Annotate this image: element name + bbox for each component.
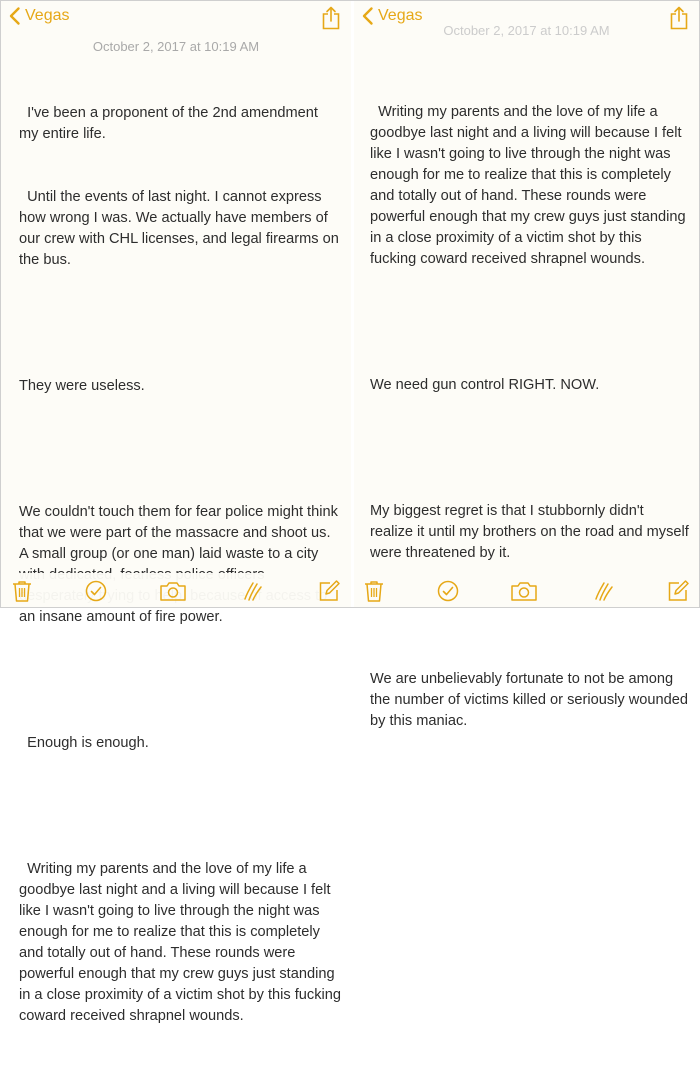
- camera-button[interactable]: [159, 579, 187, 603]
- note-paragraph: [370, 312, 689, 333]
- checklist-button[interactable]: [84, 579, 108, 603]
- bottom-toolbar: [1, 573, 351, 607]
- compose-icon: [666, 579, 690, 603]
- nav-bar: [1, 1, 351, 35]
- checklist-button[interactable]: [436, 579, 460, 603]
- back-label: Vegas: [378, 7, 423, 24]
- note-paragraph: Enough is enough.: [19, 735, 149, 751]
- note-paragraph: [19, 313, 341, 334]
- note-paragraph: Until the events of last night. I cannot express how wrong I was. We actually have members of our crew with CHL licenses, and legal firearms on the bus.: [19, 189, 343, 268]
- delete-button[interactable]: [362, 579, 386, 603]
- compose-icon: [317, 579, 341, 603]
- trash-icon: [362, 579, 386, 603]
- share-icon: [321, 6, 341, 30]
- delete-button[interactable]: [10, 579, 34, 603]
- note-date: October 2, 2017 at 10:19 AM: [92, 39, 260, 54]
- note-paragraph: My biggest regret is that I stubbornly didn't realize it until my brothers on the road and myself were threatened by it.: [370, 503, 693, 561]
- sketch-icon: [592, 579, 616, 603]
- note-paragraph: They were useless.: [19, 378, 145, 394]
- note-date: October 2, 2017 at 10:19 AM: [443, 23, 610, 38]
- checklist-icon: [84, 579, 108, 603]
- note-paragraph: [370, 606, 689, 627]
- back-label: Vegas: [25, 7, 70, 24]
- note-body[interactable]: [370, 60, 693, 774]
- sketch-button[interactable]: [241, 579, 265, 603]
- back-button[interactable]: [9, 7, 69, 25]
- share-button[interactable]: [321, 6, 341, 35]
- share-button[interactable]: [669, 6, 689, 35]
- trash-icon: [10, 579, 34, 603]
- note-paragraph: We are unbelievably fortunate to not be among the number of victims killed or seriously wounded by this maniac.: [370, 671, 693, 729]
- sketch-icon: [241, 579, 265, 603]
- chevron-left-icon: [9, 7, 20, 25]
- checklist-icon: [436, 579, 460, 603]
- note-paragraph: [370, 438, 689, 459]
- camera-icon: [510, 579, 538, 603]
- camera-icon: [159, 579, 187, 603]
- note-paragraph: [19, 796, 341, 817]
- note-panel-right: [354, 1, 699, 729]
- note-paragraph: We couldn't touch them for fear police might think that we were part of the massacre and shoot us. A small group (or one man) laid waste to a city an insane amount of fire power.: [19, 504, 338, 625]
- note-paragraph: We need gun control RIGHT. NOW.: [370, 377, 600, 393]
- sketch-button[interactable]: [592, 579, 616, 603]
- note-paragraph: Writing my parents and the love of my life a goodbye last night and a living will because I felt like I wasn't going to live through the night was enough for me to realize that this is completely and totally out of hand. These rounds were powerful enough that my crew guys just standing in a close proximity of a victim shot by this fucking coward received shrapnel wounds.: [370, 104, 690, 267]
- note-paragraph: [19, 439, 341, 460]
- note-panel-left: [1, 1, 351, 1024]
- note-paragraph: I've been a proponent of the 2nd amendment my entire life.: [19, 105, 322, 142]
- note-body[interactable]: [19, 61, 346, 1024]
- note-paragraph: Writing my parents and the love of my life a goodbye last night and a living will because I felt like I wasn't going to live through the night was enough for me to realize that this is completely and totally out of hand. These rounds were powerful enough that my crew guys just standing in a close proximity of a victim shot by this fucking coward received shrapnel wounds.: [19, 861, 346, 1024]
- bottom-toolbar: [354, 573, 699, 607]
- compose-button[interactable]: [317, 579, 341, 603]
- compose-button[interactable]: [666, 579, 690, 603]
- note-paragraph: [19, 670, 341, 691]
- camera-button[interactable]: [510, 579, 538, 603]
